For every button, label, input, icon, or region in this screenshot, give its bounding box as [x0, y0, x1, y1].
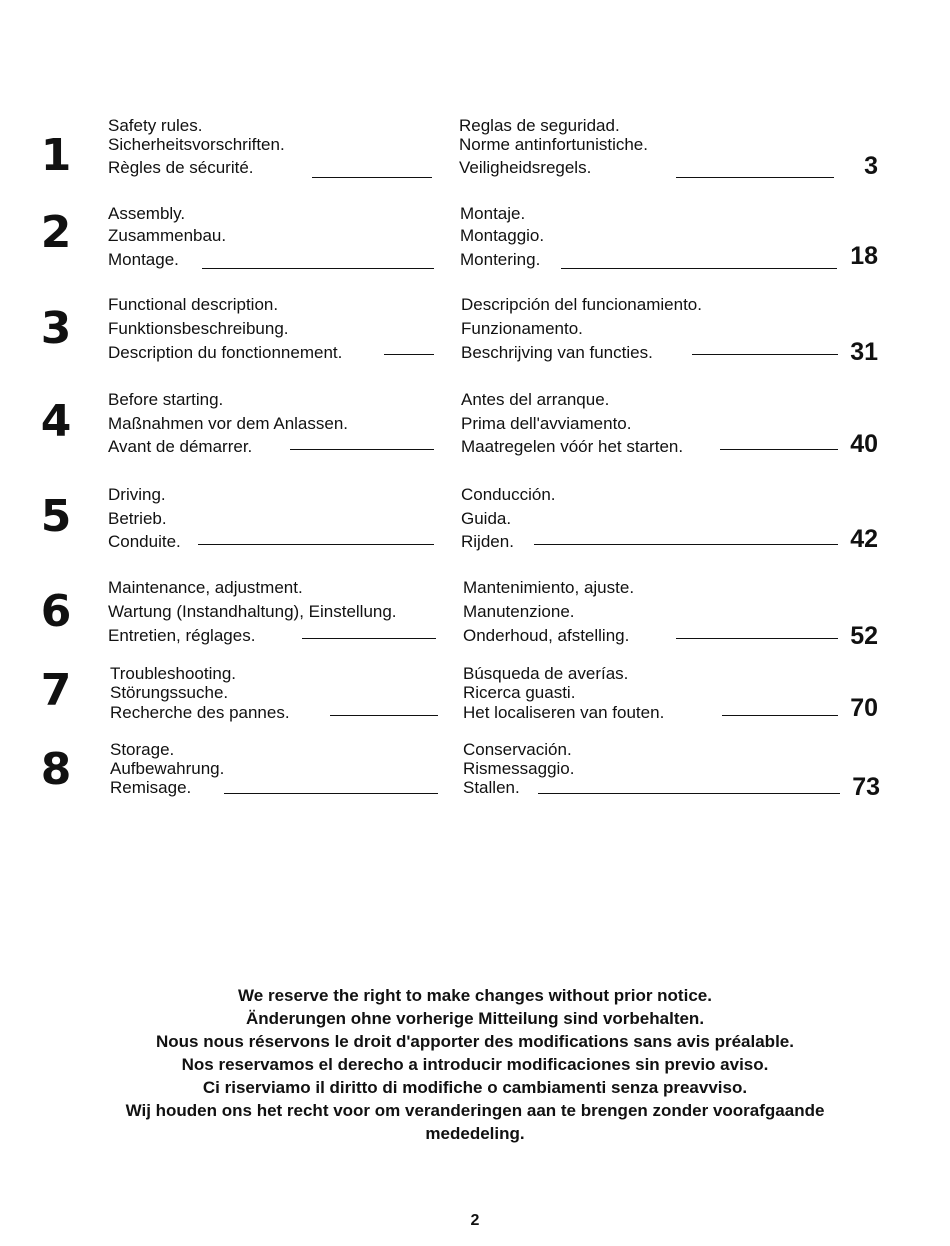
entry-es: Montaje.	[460, 204, 526, 223]
entry-de: Funktionsbeschreibung.	[108, 319, 289, 338]
entry-es: Antes del arranque.	[461, 390, 610, 409]
leader-line	[198, 544, 434, 545]
entry-nl: Het localiseren van fouten.	[463, 703, 665, 722]
leader-line	[676, 638, 838, 639]
entry-nl: Rijden.	[461, 532, 514, 551]
entry-en: Troubleshooting.	[110, 664, 237, 683]
entry-it: Guida.	[461, 509, 512, 528]
entry-nl: Veiligheidsregels.	[459, 158, 592, 177]
notice-de: Änderungen ohne vorherige Mitteilung sind vorbehalten.	[245, 1009, 705, 1028]
notice-it: Ci riserviamo il diritto di modifiche o cambiamenti senza preavviso.	[202, 1078, 748, 1097]
entry-it: Funzionamento.	[461, 319, 583, 338]
entry-de: Maßnahmen vor dem Anlassen.	[108, 414, 349, 433]
entry-nl: Stallen.	[463, 778, 520, 797]
entry-nl: Onderhoud, afstelling.	[463, 626, 630, 645]
section-number: 7	[40, 665, 72, 716]
entry-es: Mantenimiento, ajuste.	[463, 578, 635, 597]
entry-es: Conservación.	[463, 740, 572, 759]
entry-de: Zusammenbau.	[108, 226, 227, 245]
entry-de: Wartung (Instandhaltung), Einstellung.	[108, 602, 397, 621]
leader-line	[538, 793, 840, 794]
section-number: 2	[40, 207, 72, 258]
leader-line	[534, 544, 838, 545]
entry-de: Störungssuche.	[110, 683, 229, 702]
page-reference: 40	[850, 430, 878, 458]
entry-es: Descripción del funcionamiento.	[461, 295, 702, 314]
entry-en: Before starting.	[108, 390, 224, 409]
section-number: 5	[40, 491, 72, 542]
entry-es: Reglas de seguridad.	[459, 116, 620, 135]
page-reference: 52	[850, 622, 878, 650]
entry-fr: Conduite.	[108, 532, 181, 551]
entry-it: Prima dell'avviamento.	[461, 414, 632, 433]
leader-line	[692, 354, 838, 355]
entry-en: Functional description.	[108, 295, 279, 314]
page-number: 2	[470, 1212, 480, 1229]
notice-es: Nos reservamos el derecho a introducir modificaciones sin previo aviso.	[181, 1055, 769, 1074]
page-reference: 31	[850, 338, 878, 366]
entry-de: Betrieb.	[108, 509, 167, 528]
entry-fr: Recherche des pannes.	[110, 703, 290, 722]
section-number: 6	[40, 586, 72, 637]
leader-line	[290, 449, 434, 450]
section-number: 1	[40, 130, 72, 181]
entry-en: Assembly.	[108, 204, 186, 223]
section-number: 8	[40, 744, 72, 795]
entry-fr: Entretien, réglages.	[108, 626, 256, 645]
entry-en: Storage.	[110, 740, 175, 759]
section-number: 4	[40, 396, 72, 447]
entry-it: Norme antinfortunistiche.	[459, 135, 648, 154]
entry-fr: Avant de démarrer.	[108, 437, 253, 456]
notice-en: We reserve the right to make changes without prior notice.	[238, 986, 712, 1005]
entry-es: Conducción.	[461, 485, 556, 504]
leader-line	[330, 715, 438, 716]
entry-it: Manutenzione.	[463, 602, 575, 621]
notice-fr: Nous nous réservons le droit d'apporter des modifications sans avis préalable.	[156, 1032, 794, 1051]
entry-it: Rismessaggio.	[463, 759, 575, 778]
entry-en: Driving.	[108, 485, 166, 504]
notice-nl-continued: mededeling.	[425, 1124, 525, 1143]
entry-fr: Remisage.	[110, 778, 192, 797]
notice-nl: Wij houden ons het recht voor om veranderingen aan te brengen zonder voorafgaande	[125, 1101, 825, 1120]
page-reference: 3	[864, 152, 878, 180]
entry-en: Maintenance, adjustment.	[108, 578, 303, 597]
leader-line	[312, 177, 432, 178]
entry-fr: Montage.	[108, 250, 179, 269]
entry-nl: Beschrijving van functies.	[461, 343, 653, 362]
entry-de: Aufbewahrung.	[110, 759, 225, 778]
entry-it: Ricerca guasti.	[463, 683, 576, 702]
changes-notice	[40, 984, 910, 1145]
entry-es: Búsqueda de averías.	[463, 664, 629, 683]
page-reference: 42	[850, 525, 878, 553]
leader-line	[561, 268, 837, 269]
leader-line	[202, 268, 434, 269]
page-reference: 73	[852, 773, 880, 801]
entry-it: Montaggio.	[460, 226, 545, 245]
entry-fr: Règles de sécurité.	[108, 158, 254, 177]
leader-line	[302, 638, 436, 639]
page-reference: 70	[850, 694, 878, 722]
entry-nl: Maatregelen vóór het starten.	[461, 437, 684, 456]
leader-line	[676, 177, 834, 178]
entry-nl: Montering.	[460, 250, 541, 269]
leader-line	[384, 354, 434, 355]
entry-de: Sicherheitsvorschriften.	[108, 135, 285, 154]
entry-fr: Description du fonctionnement.	[108, 343, 343, 362]
leader-line	[224, 793, 438, 794]
page-reference: 18	[850, 242, 878, 270]
section-number: 3	[40, 303, 72, 354]
entry-en: Safety rules.	[108, 116, 203, 135]
